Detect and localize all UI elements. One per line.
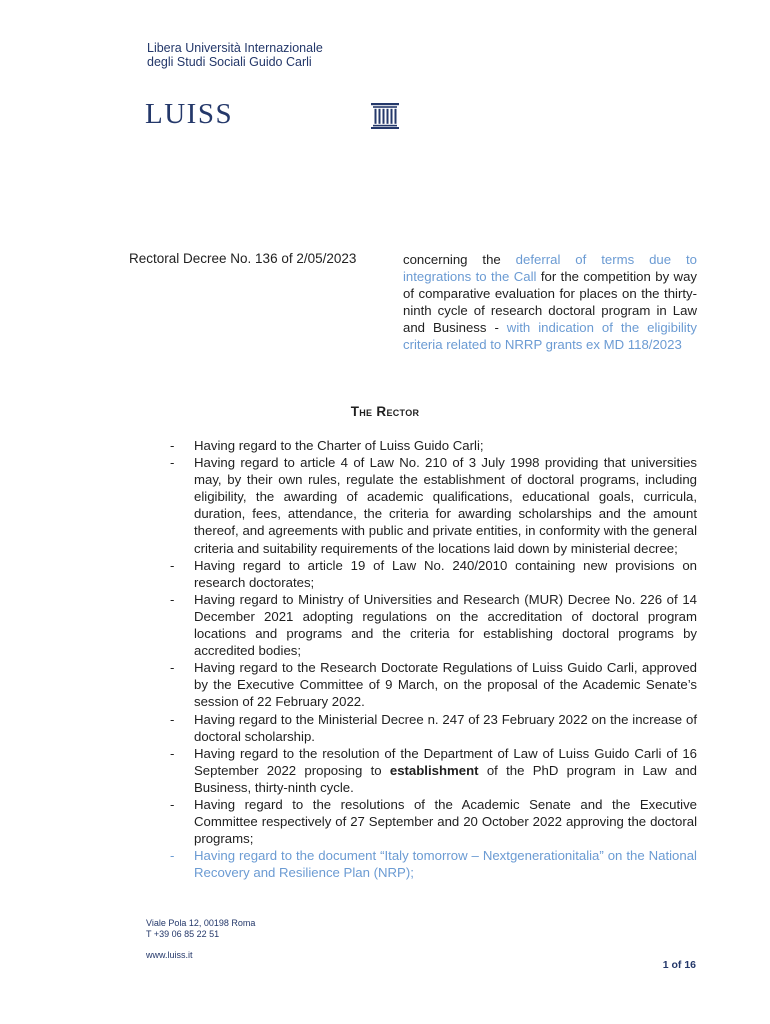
recital-text: Having regard to the Charter of Luiss Guido Carli; <box>194 438 484 453</box>
recital-item <box>170 591 697 659</box>
heading-initial: T <box>350 404 360 419</box>
footer-website[interactable]: www.luiss.it <box>146 950 193 960</box>
university-name-line2: degli Studi Sociali Guido Carli <box>147 55 312 69</box>
footer-phone: T +39 06 85 22 51 <box>146 929 220 939</box>
recital-text: Having regard to article 19 of Law No. 240/2010 containing new provisions on research doctorates; <box>194 557 697 590</box>
page-number: 1 of 16 <box>662 959 696 971</box>
dash-bullet: - <box>170 591 175 607</box>
heading-rest: he Rector <box>359 404 420 419</box>
dash-bullet: - <box>170 711 175 727</box>
recital-text: Having regard to the resolutions of the Academic Senate and the Executive Committee respectively of 27 September and 20 October 2022 approving the doctoral programs; <box>194 796 697 847</box>
recital-item <box>170 557 697 591</box>
subject-text-1: concerning the <box>403 252 516 267</box>
recital-bold-term: establishment <box>389 762 479 778</box>
dash-bullet: - <box>170 438 175 453</box>
dash-bullet: - <box>170 557 175 573</box>
recital-item-highlighted <box>170 847 697 881</box>
recital-item <box>170 659 697 710</box>
dash-bullet: - <box>170 455 175 471</box>
recital-text: Having regard to the Research Doctorate Regulations of Luiss Guido Carli, approved by the Executive Committee of 9 March, on the proposal of the Academic Senate’s session of 22 February 2022. <box>194 660 697 710</box>
footer-street: Viale Pola 12, 00198 Roma <box>146 918 256 928</box>
subject-highlight-1: deferral of terms due to integrations to the Call <box>403 252 697 285</box>
recital-item <box>170 796 697 847</box>
subject-highlight-2: with indication of the eligibility criteria related to NRRP grants ex MD 118/2023 <box>403 320 697 353</box>
section-heading <box>0 404 770 419</box>
recital-item <box>170 745 697 796</box>
university-name <box>147 41 323 69</box>
temple-logo-icon <box>371 103 399 129</box>
recital-text-before: Having regard to the resolution of the Department of Law of Luiss Guido Carli of 16 September 2022 proposing to <box>194 745 697 778</box>
recital-text: Having regard to the document “Italy tomorrow – Nextgenerationitalia” on the National Recovery and Resilience Plan (NRP); <box>194 848 697 881</box>
decree-subject <box>403 251 697 354</box>
dash-bullet: - <box>170 660 175 676</box>
recital-text: Having regard to Ministry of Universities and Research (MUR) Decree No. 226 of 14 December 2021 adopting regulations on the accreditation of doctoral program locations and programs and the criteria for establishing doctoral programs by accredited bodies; <box>194 591 697 659</box>
recital-item <box>170 454 697 557</box>
decree-number: Rectoral Decree No. 136 of 2/05/2023 <box>129 251 357 266</box>
recital-text: Having regard to the Ministerial Decree n. 247 of 23 February 2022 on the increase of doctoral scholarship. <box>194 711 697 744</box>
luiss-logo: LUISS <box>145 98 234 130</box>
recital-item <box>170 711 697 745</box>
footer-address <box>146 918 255 940</box>
dash-bullet: - <box>170 745 175 761</box>
dash-bullet: - <box>170 848 175 864</box>
recital-item <box>170 437 697 454</box>
recital-text: Having regard to article 4 of Law No. 210 of 3 July 1998 providing that universities may, by their own rules, regulate the establishment of doctoral programs, including eligibility, the awarding of academic qualifications, educational goals, curricula, duration, fees, attendance, the criteria for awarding scholarships and the amount thereof, and agreements with public and private entities, in conformity with the general criteria and suitability requirements of the locations laid down by ministerial decree; <box>194 455 697 556</box>
subject-text-2: for the competition by way of comparative evaluation for places on the thirty-ninth cycle of research doctoral program in Law and Business - <box>403 269 698 336</box>
university-name-line1: Libera Università Internazionale <box>147 41 323 55</box>
recitals-list <box>170 437 697 881</box>
dash-bullet: - <box>170 796 175 812</box>
recital-text-after: of the PhD program in Law and Business, thirty-ninth cycle. <box>194 762 697 795</box>
